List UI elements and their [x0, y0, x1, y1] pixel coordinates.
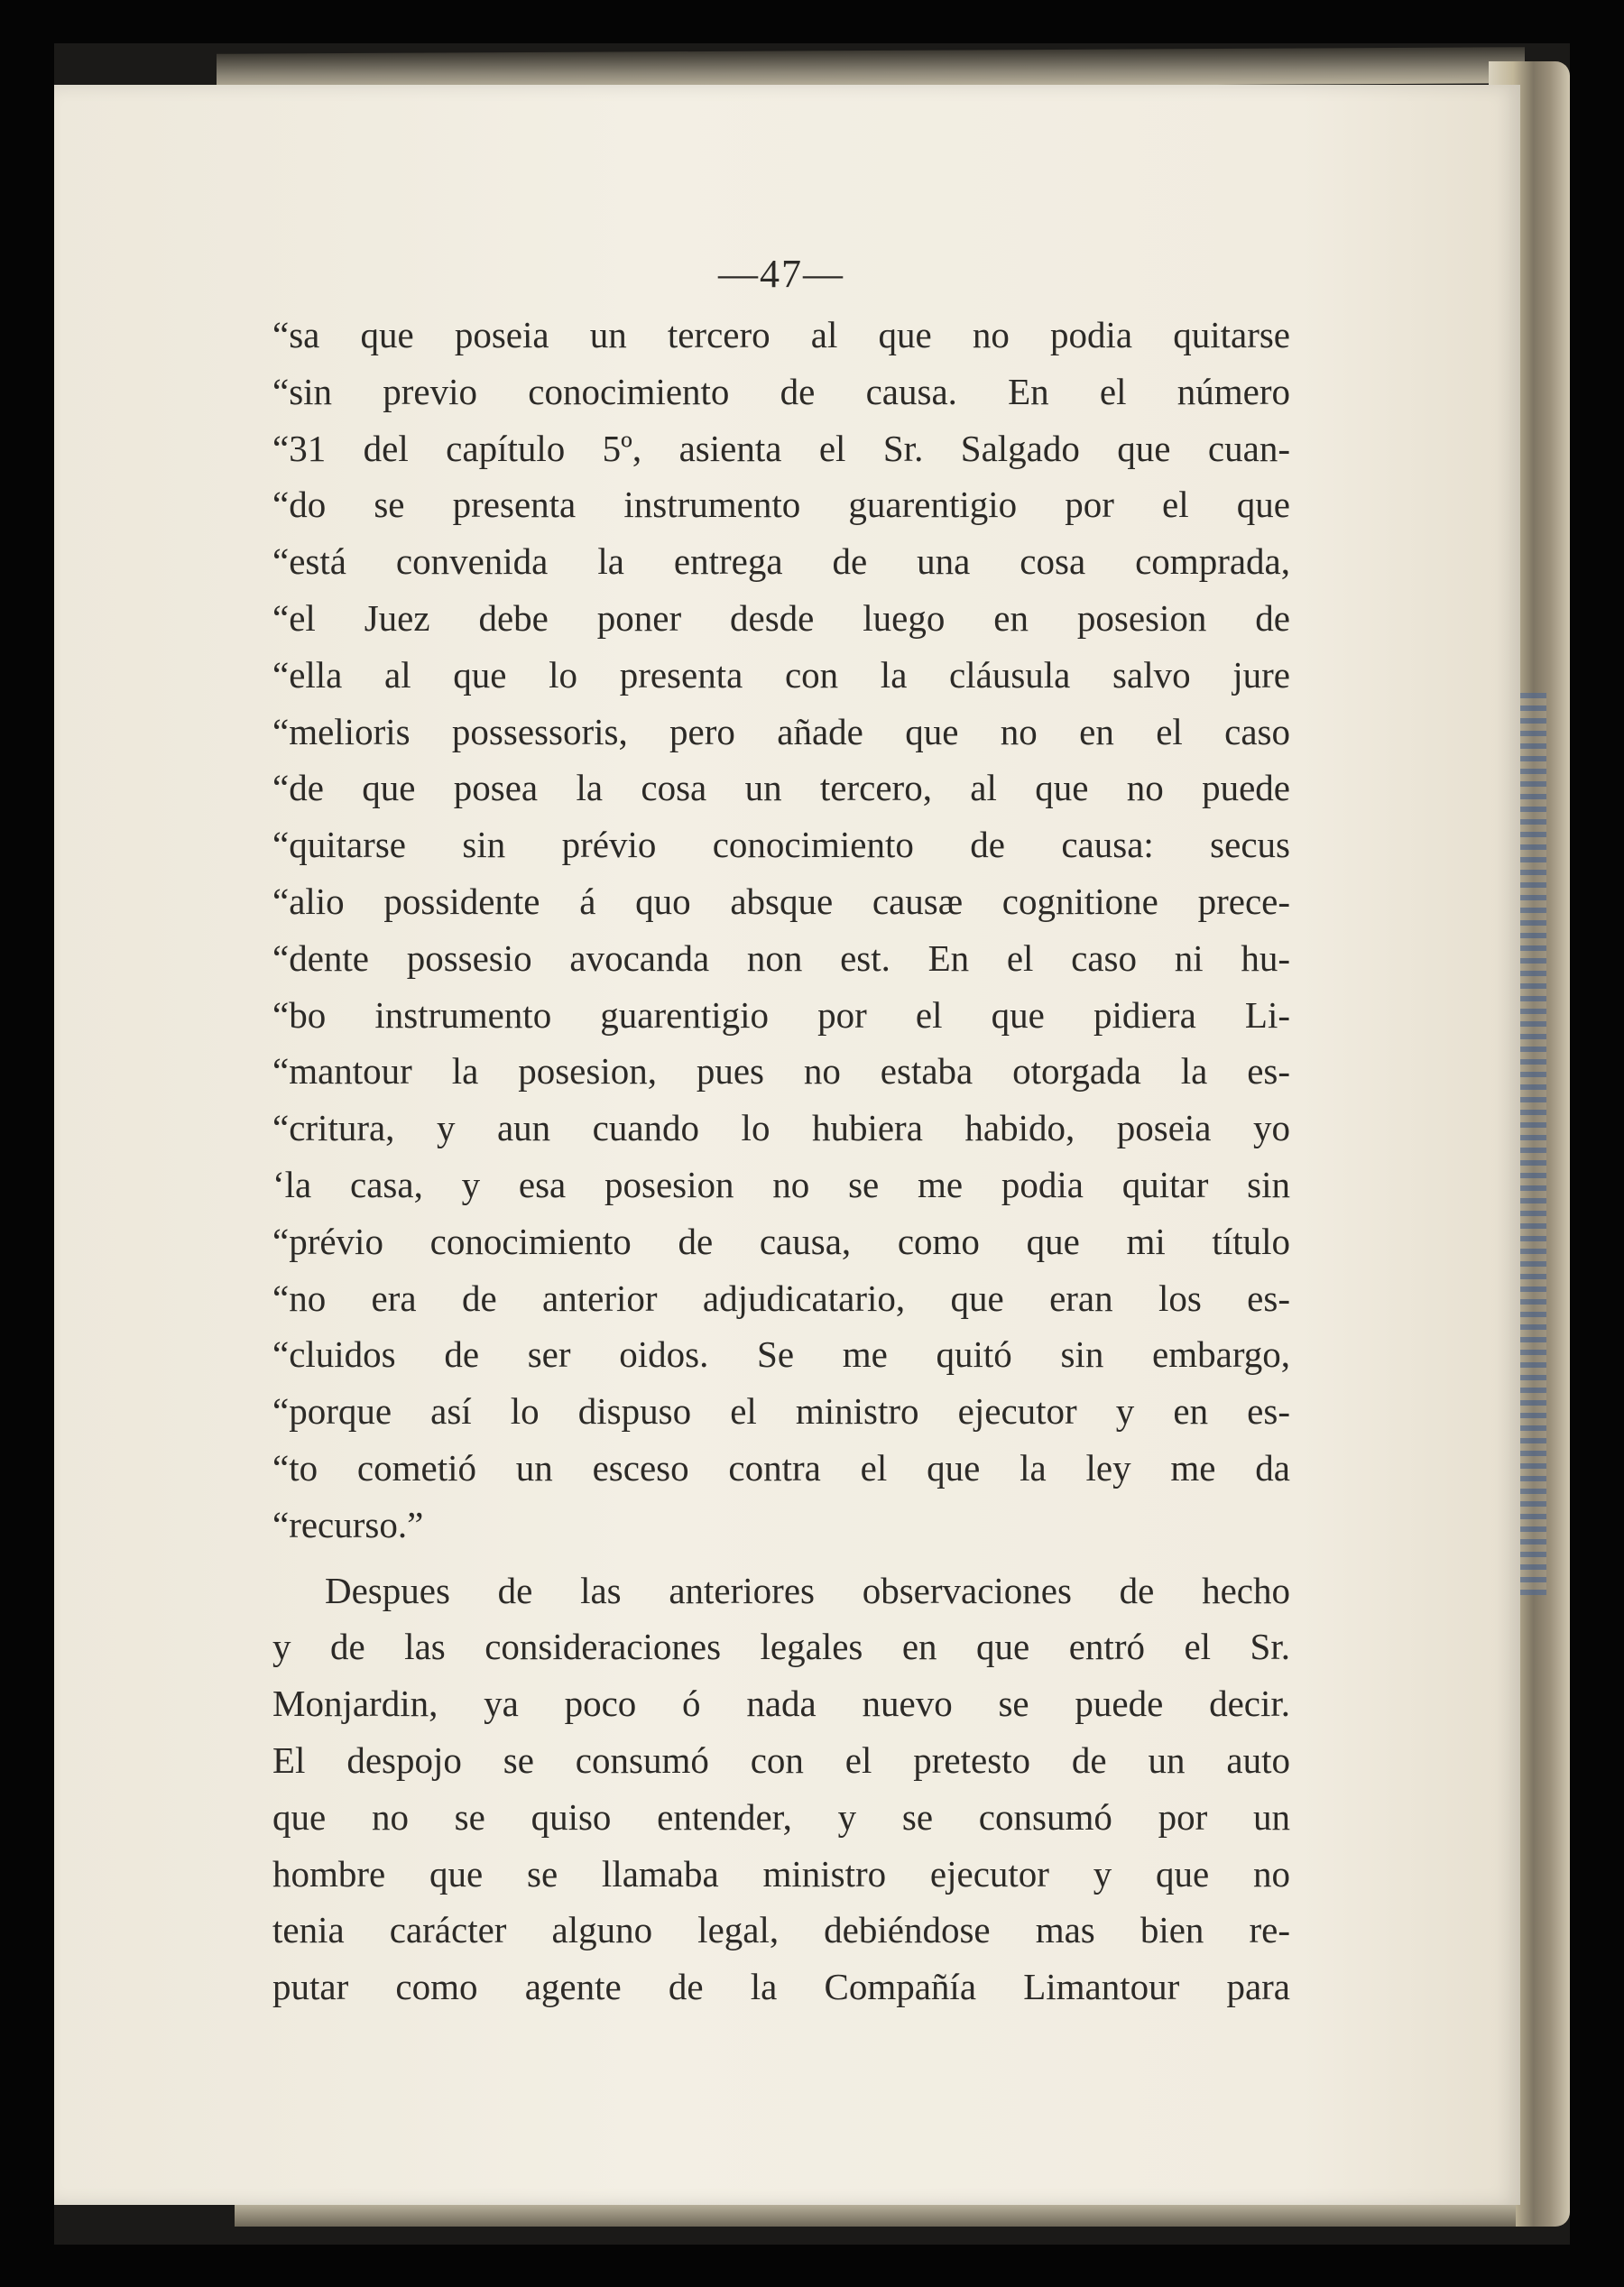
- paragraph-line: Despues de las anteriores observaciones de hecho: [325, 1569, 1290, 1611]
- paragraph-gap: [272, 1554, 1290, 1563]
- text-line: “sa que poseia un tercero al que no podia quitarse: [272, 314, 1290, 355]
- paragraph-line: que no se quiso entender, y se consumó por un: [272, 1795, 1290, 1838]
- text-line: “prévio conocimiento de causa, como que mi título: [272, 1220, 1290, 1262]
- paragraph-line: tenia carácter alguno legal, debiéndose mas bien re-: [272, 1909, 1290, 1951]
- text-line: “dente possesio avocanda non est. En el caso ni hu-: [272, 936, 1290, 979]
- paragraph-line: putar como agente de la Compañía Limantour para: [272, 1966, 1290, 2008]
- book-page: [54, 85, 1520, 2205]
- page-number: —47—: [718, 252, 844, 296]
- paragraph-line: y de las consideraciones legales en que entró el Sr.: [272, 1626, 1290, 1668]
- text-line: “no era de anterior adjudicatario, que eran los es-: [272, 1277, 1290, 1319]
- page-text: [272, 247, 1290, 2015]
- text-line: “porque así lo dispuso el ministro ejecutor y en es-: [272, 1390, 1290, 1433]
- text-line: “bo instrumento guarentigio por el que pidiera Li-: [272, 993, 1290, 1036]
- text-line: “alio possidente á quo absque causæ cognitione prece-: [272, 880, 1290, 922]
- paragraph-line: hombre que se llamaba ministro ejecutor y que no: [272, 1852, 1290, 1895]
- book-top-edge: [217, 47, 1525, 90]
- paragraph-line: El despojo se consumó con el pretesto de un auto: [272, 1738, 1290, 1781]
- book: [54, 43, 1570, 2245]
- text-line: “de que posea la cosa un tercero, al que no puede: [272, 767, 1290, 809]
- text-line: “ella al que lo presenta con la cláusula salvo jure: [272, 653, 1290, 696]
- text-line: “critura, y aun cuando lo hubiera habido, poseia yo: [272, 1107, 1290, 1149]
- text-line: “do se presenta instrumento guarentigio por el que: [272, 484, 1290, 526]
- text-line: “mantour la posesion, pues no estaba otorgada la es-: [272, 1050, 1290, 1093]
- text-line: “to cometió un esceso contra el que la ley me da: [272, 1446, 1290, 1489]
- text-line: “31 del capítulo 5º, asienta el Sr. Salgado que cuan-: [272, 427, 1290, 469]
- text-line: “recurso.”: [272, 1503, 424, 1545]
- text-line: ‘la casa, y esa posesion no se me podia quitar sin: [272, 1163, 1290, 1205]
- text-line: “melioris possessoris, pero añade que no en el caso: [272, 710, 1290, 752]
- text-line: “cluidos de ser oidos. Se me quitó sin embargo,: [272, 1333, 1290, 1376]
- text-line: “está convenida la entrega de una cosa comprada,: [272, 540, 1290, 583]
- text-line: “el Juez debe poner desde luego en posesion de: [272, 596, 1290, 639]
- text-line: “quitarse sin prévio conocimiento de causa: secus: [272, 824, 1290, 866]
- text-line: “sin previo conocimiento de causa. En el número: [272, 370, 1290, 412]
- paragraph-line: Monjardin, ya poco ó nada nuevo se puede decir.: [272, 1683, 1290, 1725]
